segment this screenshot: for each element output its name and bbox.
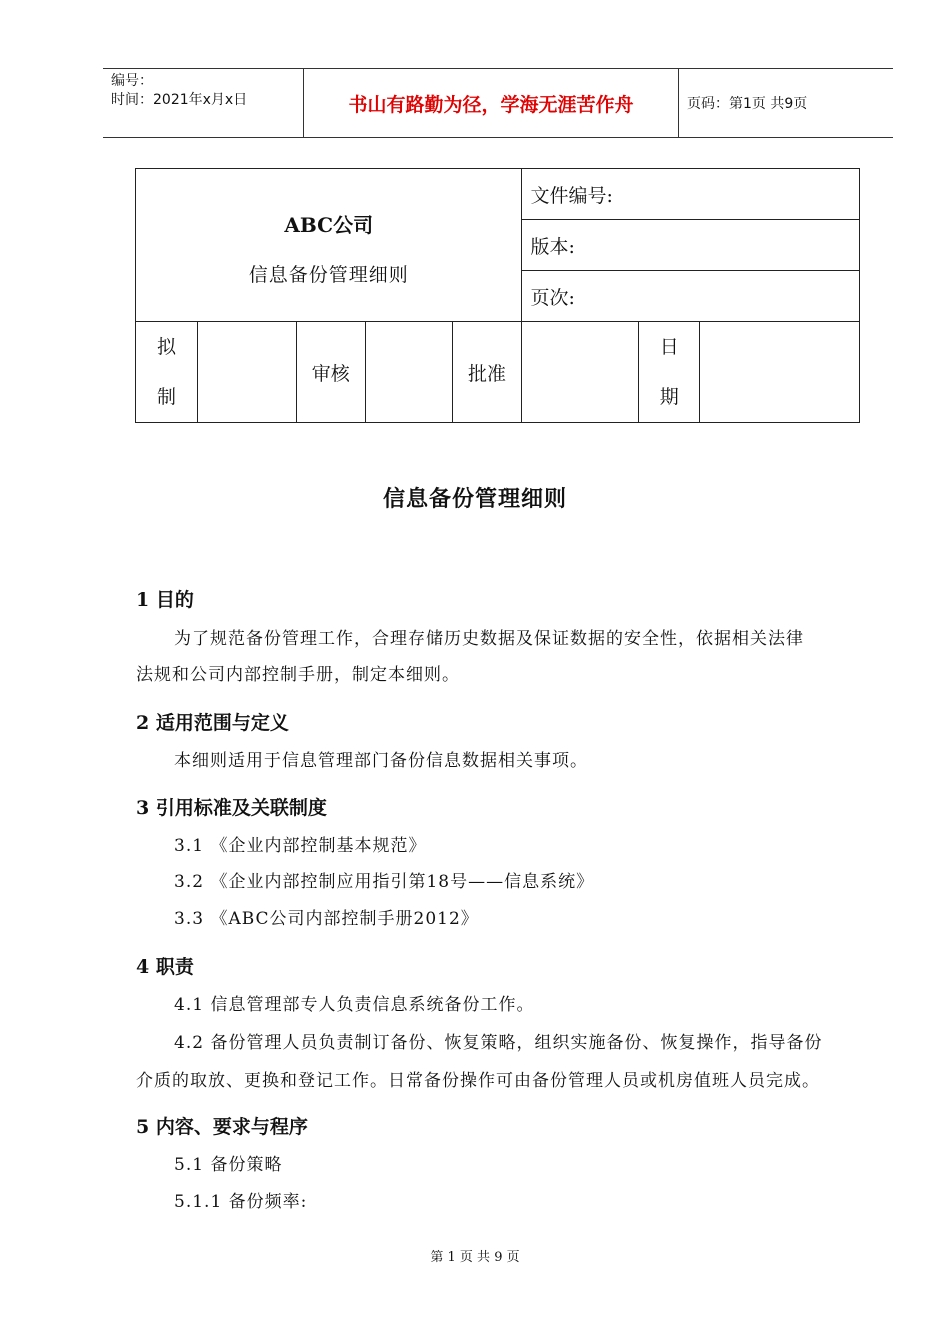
section-3-2: 3.2 《企业内部控制应用指引第18号——信息系统》 (174, 872, 595, 892)
reviewed-value (365, 322, 452, 423)
section-4-1: 4.1 信息管理部专人负责信息系统备份工作。 (174, 995, 535, 1015)
page-number-label: 页次: (522, 271, 860, 322)
reviewed-label: 审核 (296, 322, 365, 423)
section-3-3: 3.3 《ABC公司内部控制手册2012》 (174, 909, 479, 929)
header-slogan: 书山有路勤为径，学海无涯苦作舟 (303, 69, 679, 137)
section-2-heading: 2 适用范围与定义 (136, 712, 289, 734)
section-3-1: 3.1 《企业内部控制基本规范》 (174, 836, 427, 856)
document-title: 信息备份管理细则 (382, 486, 567, 512)
drafted-value (197, 322, 296, 423)
section-1-heading: 1 目的 (136, 589, 194, 611)
date-char-2: 期 (659, 386, 679, 408)
file-number-label: 文件编号: (522, 169, 860, 220)
section-1-paragraph-line-2: 法规和公司内部控制手册，制定本细则。 (136, 665, 460, 685)
date-label (639, 322, 700, 423)
drafted-char-1: 拟 (156, 336, 176, 358)
page-footer: 第 1 页 共 9 页 (430, 1250, 520, 1265)
section-4-2-line-2: 介质的取放、更换和登记工作。日常备份操作可由备份管理人员或机房值班人员完成。 (136, 1071, 820, 1091)
section-5-heading: 5 内容、要求与程序 (136, 1116, 308, 1138)
number-label: 编号： (111, 73, 153, 89)
section-4-2-line-1: 4.2 备份管理人员负责制订备份、恢复策略，组织实施备份、恢复操作，指导备份 (174, 1033, 823, 1053)
section-2-paragraph: 本细则适用于信息管理部门备份信息数据相关事项。 (174, 751, 588, 771)
header-meta (103, 69, 303, 137)
time-label: 时间：2021年x月x日 (111, 92, 248, 108)
header-page-label: 页码：第1页 共9页 (687, 96, 808, 112)
title-block (136, 169, 522, 322)
drafted-label (136, 322, 198, 423)
company-name: ABC公司 (284, 213, 374, 237)
approved-value (522, 322, 639, 423)
section-3-heading: 3 引用标准及关联制度 (136, 797, 327, 819)
document-control-table (135, 168, 860, 423)
page-header (103, 68, 893, 138)
section-1-paragraph-line-1: 为了规范备份管理工作，合理存储历史数据及保证数据的安全性，依据相关法律 (174, 629, 804, 649)
section-4-heading: 4 职责 (136, 956, 194, 978)
drafted-char-2: 制 (156, 386, 176, 408)
date-value (700, 322, 860, 423)
table-subtitle: 信息备份管理细则 (248, 264, 409, 286)
section-5-1-1: 5.1.1 备份频率: (174, 1192, 308, 1212)
approved-label: 批准 (452, 322, 522, 423)
section-5-1: 5.1 备份策略 (174, 1155, 283, 1175)
date-char-1: 日 (659, 336, 679, 358)
version-label: 版本: (522, 220, 860, 271)
